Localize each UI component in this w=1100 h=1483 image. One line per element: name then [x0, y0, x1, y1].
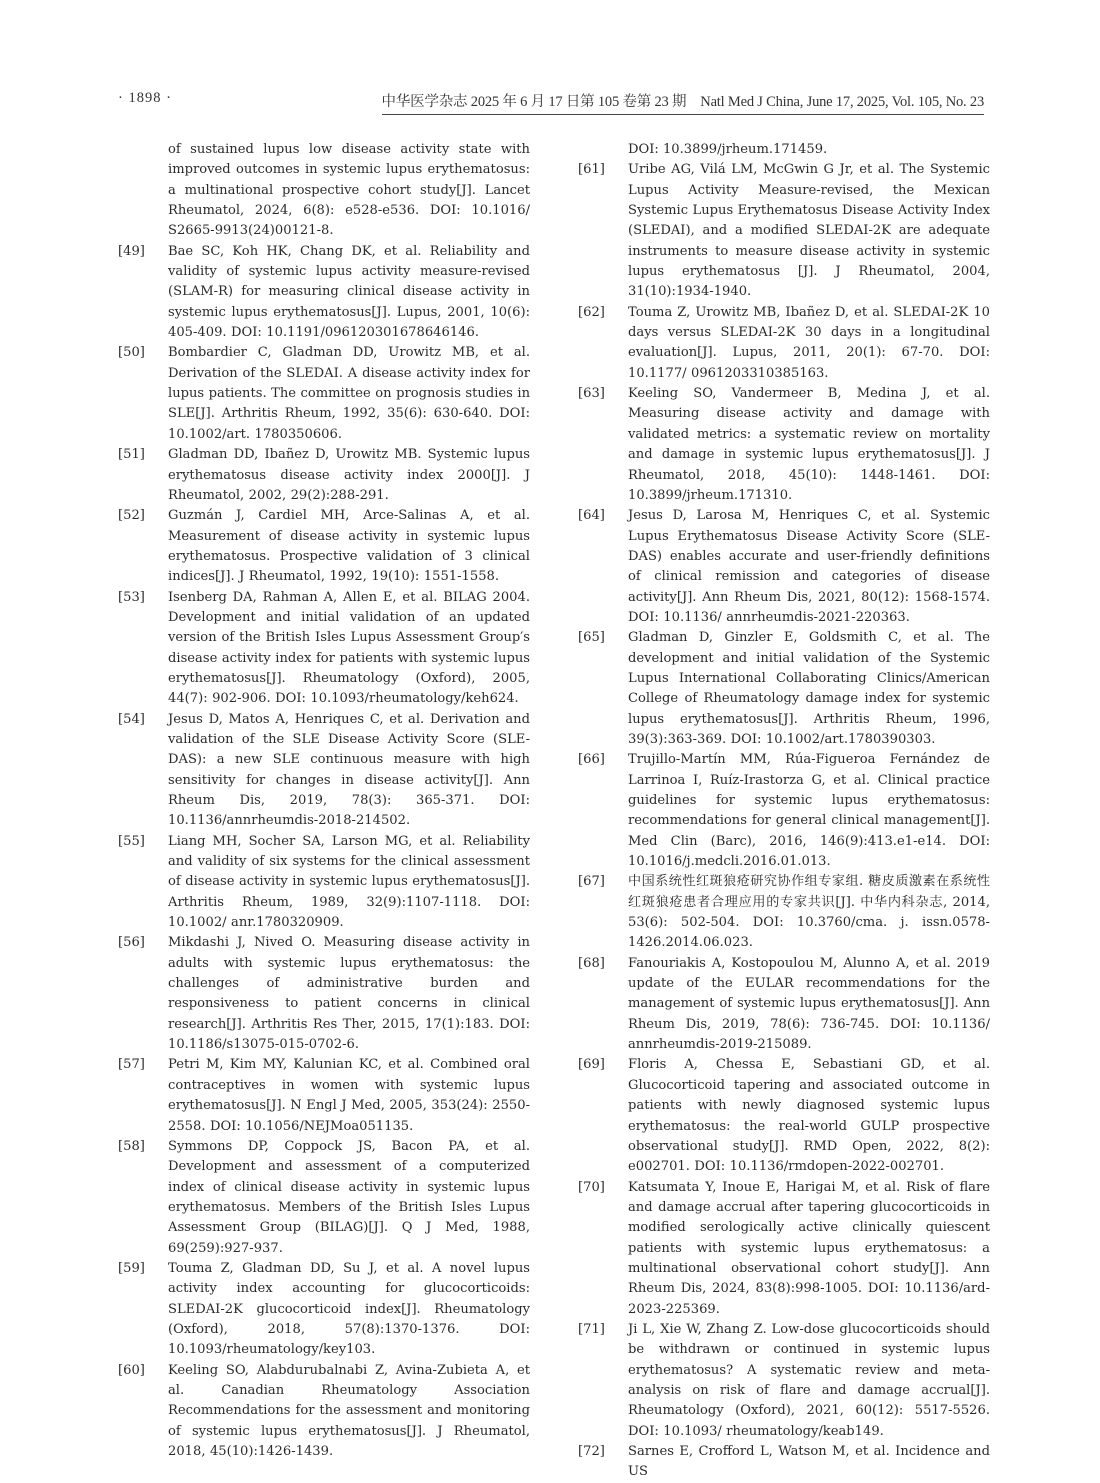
reference-item [118, 1055, 530, 1136]
page-header [118, 86, 984, 110]
reference-item [118, 588, 530, 710]
reference-number: [54] [118, 711, 145, 727]
reference-item [578, 1178, 990, 1320]
reference-number: [56] [118, 935, 145, 951]
reference-text: Mikdashi J, Nived O. Measuring disease activity in adults with systemic lupus erythematosus: the challenges of administrative burden and responsiveness to patient concerns in clinical research[J]. Arthritis Res Ther, 2015, 17(1):183. DOI: 10.1186/s13075-015-0702-6. [168, 935, 530, 1053]
reference-item [118, 1259, 530, 1361]
reference-number: [61] [578, 162, 605, 178]
reference-item [578, 1055, 990, 1177]
reference-item [118, 710, 530, 832]
reference-text: Floris A, Chessa E, Sebastiani GD, et al. Glucocorticoid tapering and associated outcome in patients with newly diagnosed systemic lupus erythematosus: the real-world GULP prospective observational study[J]. RMD Open, 2022, 8(2): e002701. DOI: 10.1136/rmdopen-2022-002701. [628, 1057, 990, 1175]
journal-title-en: Natl Med J China, June 17, 2025, Vol. 105, No. 23 [700, 94, 984, 110]
reference-list-left [118, 242, 530, 1463]
reference-item [118, 242, 530, 344]
reference-text: Touma Z, Gladman DD, Su J, et al. A novel lupus activity index accounting for glucocorticoids: SLEDAI-2K glucocorticoid index[J]. Rheumatology (Oxford), 2018, 57(8):1370-1376. DOI: 10.1093/rheumatology/key103. [168, 1260, 530, 1358]
reference-text: Katsumata Y, Inoue E, Harigai M, et al. Risk of flare and damage accrual after tapering glucocorticoids in modified serologically active clinically quiescent patients with systemic lupus erythematosus: a multinational observational cohort study[J]. Ann Rheum Dis, 2024, 83(8):998-1005. DOI: 10.1136/ard-2023-225369. [628, 1179, 990, 1317]
reference-number: [64] [578, 508, 605, 524]
reference-number: [55] [118, 833, 145, 849]
reference-number: [62] [578, 304, 605, 320]
reference-text: Touma Z, Urowitz MB, Ibañez D, et al. SLEDAI-2K 10 days versus SLEDAI-2K 30 days in a longitudinal evaluation[J]. Lupus, 2011, 20(1): 67-70. DOI: 10.1177/ 0961203310385163. [628, 304, 990, 381]
reference-list-right [578, 160, 990, 1482]
reference-number: [53] [118, 589, 145, 605]
reference-item [578, 506, 990, 628]
reference-text: Keeling SO, Alabdurubalnabi Z, Avina-Zubieta A, et al. Canadian Rheumatology Association Recommendations for the assessment and monitoring of systemic lupus erythematosus[J]. J Rheumatol, 2018, 45(10):1426-1439. [168, 1362, 530, 1459]
reference-item [118, 832, 530, 934]
reference-text: Isenberg DA, Rahman A, Allen E, et al. BILAG 2004. Development and initial validation of an updated version of the British Isles Lupus Assessment Group′s disease activity index for patients with systemic lupus erythematosus[J]. Rheumatology (Oxford), 2005, 44(7): 902-906. DOI: 10.1093/rheumatology/keh624. [168, 589, 530, 707]
reference-number: [57] [118, 1057, 145, 1073]
reference-number: [63] [578, 386, 605, 402]
reference-text: Uribe AG, Vilá LM, McGwin G Jr, et al. The Systemic Lupus Activity Measure-revised, the Mexican Systemic Lupus Erythematosus Disease Activity Index (SLEDAI), and a modified SLEDAI-2K are adequate instruments to measure disease activity in systemic lupus erythematosus [J]. J Rheumatol, 2004, 31(10):1934-1940. [628, 162, 990, 300]
reference-text: Bae SC, Koh HK, Chang DK, et al. Reliability and validity of systemic lupus activity measure-revised (SLAM-R) for measuring clinical disease activity in systemic lupus erythematosus[J]. Lupus, 2001, 10(6): 405-409. DOI: 10.1191/096120301678646146. [168, 243, 530, 341]
reference-number: [50] [118, 345, 145, 361]
reference-item [118, 506, 530, 587]
left-column [118, 140, 530, 1462]
reference-number: [58] [118, 1138, 145, 1154]
reference-number: [60] [118, 1362, 145, 1378]
reference-item [578, 954, 990, 1056]
reference-item [578, 872, 990, 953]
reference-text: Guzmán J, Cardiel MH, Arce-Salinas A, et al. Measurement of disease activity in systemic lupus erythematosus. Prospective validation of 3 clinical indices[J]. J Rheumatol, 1992, 19(10): 1551-1558. [168, 508, 530, 585]
reference-item [578, 384, 990, 506]
reference-number: [65] [578, 630, 605, 646]
reference-number: [68] [578, 955, 605, 971]
reference-item [578, 628, 990, 750]
reference-text: Ji L, Xie W, Zhang Z. Low-dose glucocorticoids should be withdrawn or continued in systemic lupus erythematosus? A systematic review and meta-analysis on risk of flare and damage accrual[J]. Rheumatology (Oxford), 2021, 60(12): 5517-5526. DOI: 10.1093/ rheumatology/keab149. [628, 1321, 990, 1439]
reference-text: Gladman D, Ginzler E, Goldsmith C, et al. The development and initial validation of the Systemic Lupus International Collaborating Clinics/American College of Rheumatology damage index for systemic lupus erythematosus[J]. Arthritis Rheum, 1996, 39(3):363-369. DOI: 10.1002/art.1780390303. [628, 630, 990, 747]
reference-item [118, 933, 530, 1055]
reference-text: 中国系统性红斑狼疮研究协作组专家组. 糖皮质激素在系统性红斑狼疮患者合理应用的专家共识[J]. 中华内科杂志, 2014, 53(6): 502-504. DOI: 10.3760/cma. j. issn.0578-1426.2014.06.023. [628, 874, 990, 951]
reference-number: [51] [118, 447, 145, 463]
reference-number: [67] [578, 874, 605, 890]
reference-item [578, 1442, 990, 1483]
reference-number: [49] [118, 243, 145, 259]
reference-text: Liang MH, Socher SA, Larson MG, et al. Reliability and validity of six systems for the clinical assessment of disease activity in systemic lupus erythematosus[J]. Arthritis Rheum, 1989, 32(9):1107-1118. DOI: 10.1002/ anr.1780320909. [168, 833, 530, 931]
reference-number: [59] [118, 1260, 145, 1276]
reference-number: [66] [578, 752, 605, 768]
page-number: · 1898 · [118, 90, 172, 106]
continued-reference: DOI: 10.3899/jrheum.171459. [628, 142, 828, 157]
reference-text: Fanouriakis A, Kostopoulou M, Alunno A, et al. 2019 update of the EULAR recommendations for the management of systemic lupus erythematosus[J]. Ann Rheum Dis, 2019, 78(6): 736-745. DOI: 10.1136/ annrheumdis-2019-215089. [628, 955, 990, 1053]
right-column [578, 140, 990, 1483]
reference-text: Petri M, Kim MY, Kalunian KC, et al. Combined oral contraceptives in women with systemic lupus erythematosus[J]. N Engl J Med, 2005, 353(24): 2550-2558. DOI: 10.1056/NEJMoa051135. [168, 1057, 530, 1134]
reference-item [578, 1320, 990, 1442]
reference-text: Symmons DP, Coppock JS, Bacon PA, et al. Development and assessment of a computerized index of clinical disease activity in systemic lupus erythematosus. Members of the British Isles Lupus Assessment Group (BILAG)[J]. Q J Med, 1988, 69(259):927-937. [168, 1138, 530, 1256]
reference-number: [69] [578, 1057, 605, 1073]
reference-item [118, 343, 530, 445]
reference-text: Keeling SO, Vandermeer B, Medina J, et al. Measuring disease activity and damage with validated metrics: a systematic review on mortality and damage in systemic lupus erythematosus[J]. J Rheumatol, 2018, 45(10): 1448-1461. DOI: 10.3899/jrheum.171310. [628, 386, 990, 503]
reference-item [578, 750, 990, 872]
reference-text: Gladman DD, Ibañez D, Urowitz MB. Systemic lupus erythematosus disease activity index 2000[J]. J Rheumatol, 2002, 29(2):288-291. [168, 447, 530, 503]
reference-number: [71] [578, 1321, 605, 1337]
reference-number: [72] [578, 1444, 605, 1459]
reference-number: [52] [118, 508, 145, 524]
reference-text: Jesus D, Matos A, Henriques C, et al. Derivation and validation of the SLE Disease Activity Score (SLE-DAS): a new SLE continuous measure with high sensitivity for changes in disease activity[J]. Ann Rheum Dis, 2019, 78(3): 365-371. DOI: 10.1136/annrheumdis-2018-214502. [168, 711, 530, 829]
reference-text: Jesus D, Larosa M, Henriques C, et al. Systemic Lupus Erythematosus Disease Activity Score (SLE-DAS) enables accurate and user-friendly definitions of clinical remission and categories of disease activity[J]. Ann Rheum Dis, 2021, 80(12): 1568-1574. DOI: 10.1136/ annrheumdis-2021-220363. [628, 508, 990, 625]
reference-item [118, 445, 530, 506]
reference-item [578, 160, 990, 302]
reference-text: Bombardier C, Gladman DD, Urowitz MB, et al. Derivation of the SLEDAI. A disease activity index for lupus patients. The committee on prognosis studies in SLE[J]. Arthritis Rheum, 1992, 35(6): 630-640. DOI: 10.1002/art. 1780350606. [168, 345, 530, 442]
reference-number: [70] [578, 1179, 605, 1195]
running-head [382, 90, 984, 115]
reference-item [118, 1137, 530, 1259]
reference-item [578, 303, 990, 384]
reference-item [118, 1361, 530, 1463]
reference-text: Trujillo-Martín MM, Rúa-Figueroa Fernández de Larrinoa I, Ruíz-Irastorza G, et al. Clinical practice guidelines for systemic lupus erythematosus: recommendations for general clinical management[J]. Med Clin (Barc), 2016, 146(9):413.e1-e14. DOI: 10.1016/j.medcli.2016.01.013. [628, 752, 990, 870]
continued-reference: of sustained lupus low disease activity state with improved outcomes in systemic lupus erythematosus: a multinational prospective cohort study[J]. Lancet Rheumatol, 2024, 6(8): e528-e536. DOI: 10.1016/ S2665-9913(24)00121-8. [168, 142, 530, 239]
journal-title-cn: 中华医学杂志 2025 年 6 月 17 日第 105 卷第 23 期 [381, 94, 687, 110]
reference-text: Sarnes E, Crofford L, Watson M, et al. Incidence and US [628, 1444, 990, 1480]
